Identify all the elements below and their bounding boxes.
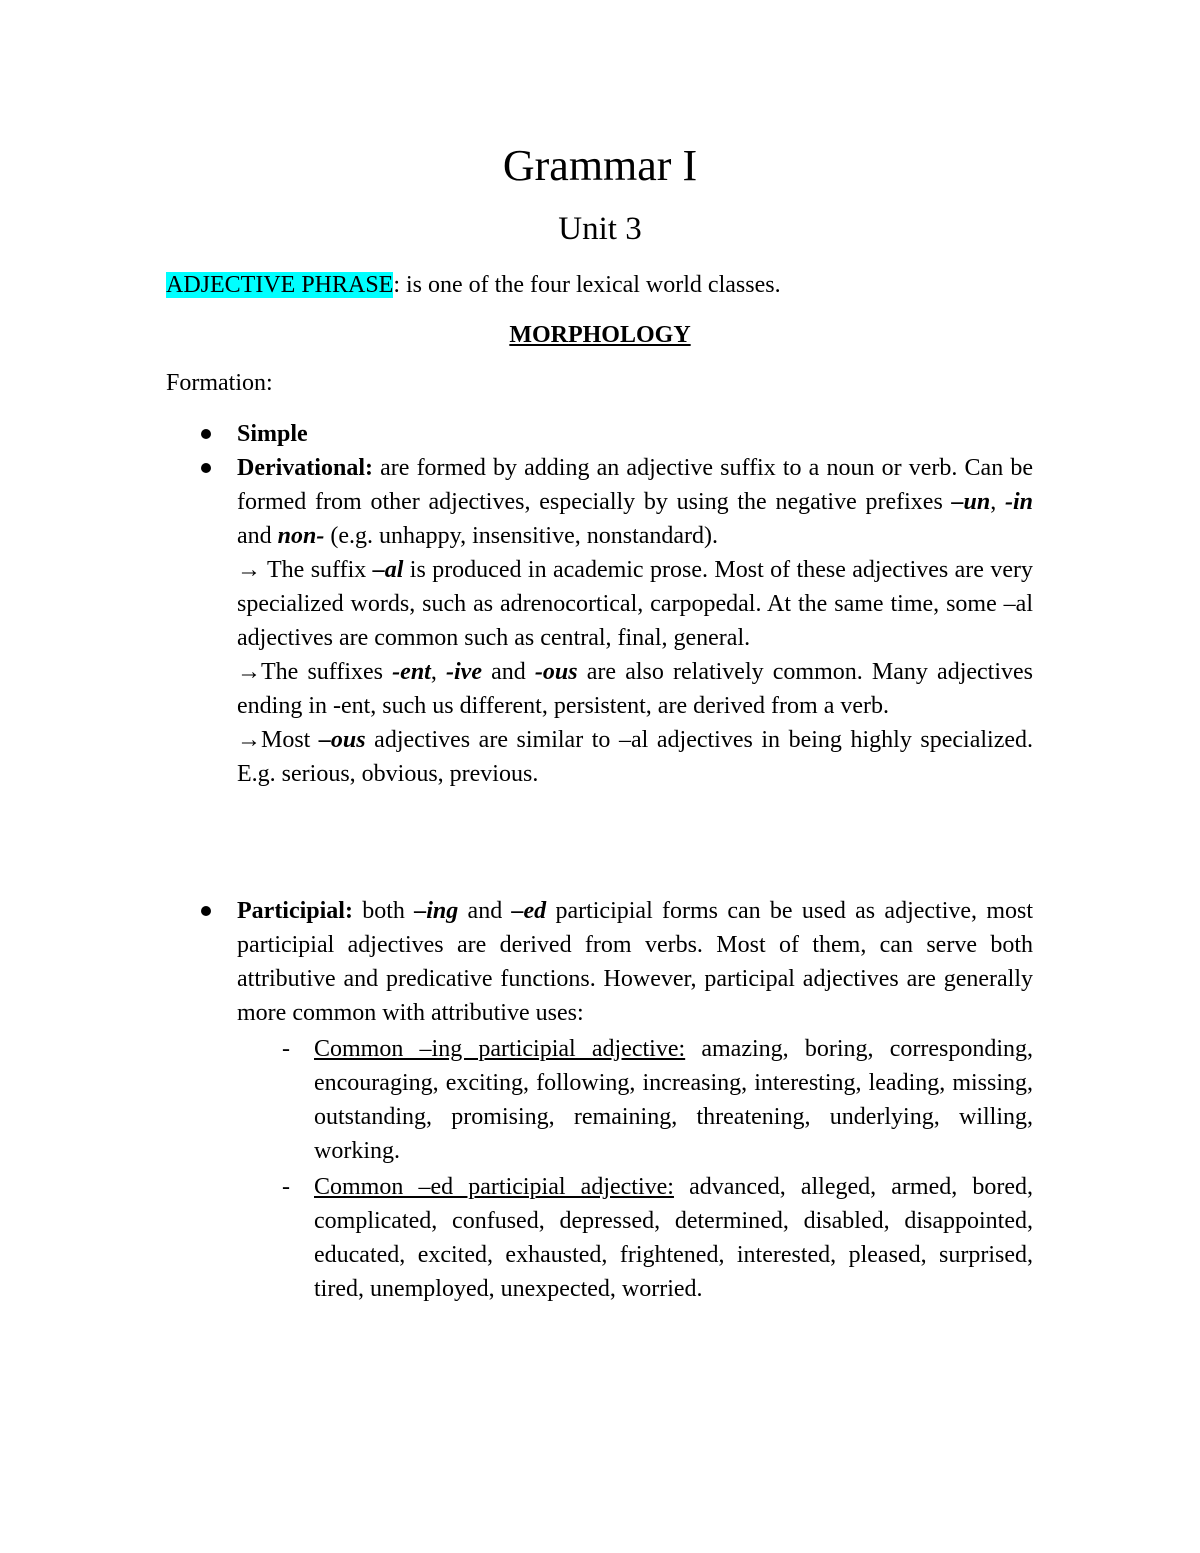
note-text: adjectives are similar to –al adjectives in being highly specialized. E.g. serious, obvious, previous. (237, 727, 1033, 787)
ing-adjectives-item (314, 1032, 1033, 1168)
simple-label: Simple (237, 421, 308, 447)
bullet-icon (201, 463, 211, 473)
ing-adjectives-label: Common –ing participial adjective: (314, 1036, 686, 1062)
suffix-ent: -ent (392, 659, 431, 685)
note-text: are also relatively common. Many adjectives ending in -ent, such us different, persistent, are derived from a verb. (237, 659, 1034, 719)
arrow-right-icon: → (237, 727, 261, 753)
participial-text: participial forms can be used as adjective, most participial adjectives are derived from verbs. Most of them, can serve both attributive and predicative functions. However, participal adjectives are generally more common with attributive uses: (237, 898, 1034, 1026)
dash-marker: - (282, 1174, 290, 1200)
suffix-ing: –ing (414, 898, 459, 924)
note-al-suffix (237, 553, 1033, 655)
formation-label: Formation: (166, 370, 273, 396)
participial-item (237, 894, 1033, 1030)
highlighted-term: ADJECTIVE PHRASE (166, 272, 394, 298)
suffix-ive: -ive (446, 659, 482, 685)
prefix-un: –un (951, 489, 991, 515)
unit-subtitle: Unit 3 (558, 211, 642, 247)
prefix-non: non- (277, 523, 325, 549)
participial-text: and (458, 898, 512, 924)
arrow-right-icon: → (237, 557, 261, 583)
note-text: The suffix (261, 557, 373, 583)
derivational-paragraph (237, 451, 1033, 553)
participial-label: Participial: (237, 898, 353, 924)
suffix-ous: -ous (534, 659, 578, 685)
bullet-icon (201, 429, 211, 439)
note-ent-ive-ous (237, 655, 1033, 723)
bullet-icon (201, 906, 211, 916)
derivational-item (237, 451, 1033, 791)
ed-adjectives-paragraph (314, 1170, 1033, 1306)
suffix-al: –al (372, 557, 404, 583)
note-text: is produced in academic prose. Most of these adjectives are very specialized words, such as adrenocortical, carpopedal. At the same time, some –al adjectives are common such as central, final, general. (237, 557, 1034, 651)
note-text: Most (261, 727, 319, 753)
derivational-text: are formed by adding an adjective suffix to a noun or verb. Can be formed from other adjectives, especially by using the negative prefixes (237, 455, 1033, 515)
suffix-ed: –ed (511, 898, 547, 924)
dash-marker: - (282, 1036, 290, 1062)
intro-line (166, 268, 781, 302)
separator: and (237, 523, 278, 549)
participial-paragraph (237, 894, 1033, 1030)
note-text: The suffixes (261, 659, 393, 685)
ing-adjectives-paragraph (314, 1032, 1033, 1168)
derivational-label: Derivational: (237, 455, 373, 481)
separator: , (430, 659, 446, 685)
participial-text: both (352, 898, 415, 924)
ed-adjectives-label: Common –ed participial adjective: (314, 1174, 674, 1200)
separator: and (481, 659, 535, 685)
note-ous-adjectives (237, 723, 1033, 791)
prefix-in: -in (1005, 489, 1034, 515)
section-heading: MORPHOLOGY (509, 322, 691, 348)
intro-text: : is one of the four lexical world classes. (393, 272, 781, 298)
arrow-right-icon: → (237, 659, 261, 685)
suffix-ous: –ous (318, 727, 366, 753)
ed-adjectives-item (314, 1170, 1033, 1306)
ing-adjectives-list: amazing, boring, corresponding, encouraging, exciting, following, increasing, interesting, leading, missing, outstanding, promising, remaining, threatening, underlying, willing, working. (314, 1036, 1033, 1164)
derivational-examples: (e.g. unhappy, insensitive, nonstandard). (324, 523, 719, 549)
ed-adjectives-list: advanced, alleged, armed, bored, complicated, confused, depressed, determined, disabled, disappointed, educated, excited, exhausted, frightened, interested, pleased, surprised, tired, unemployed, unexpected, worried. (314, 1174, 1033, 1302)
separator: , (990, 489, 1005, 515)
document-title: Grammar I (502, 141, 698, 190)
